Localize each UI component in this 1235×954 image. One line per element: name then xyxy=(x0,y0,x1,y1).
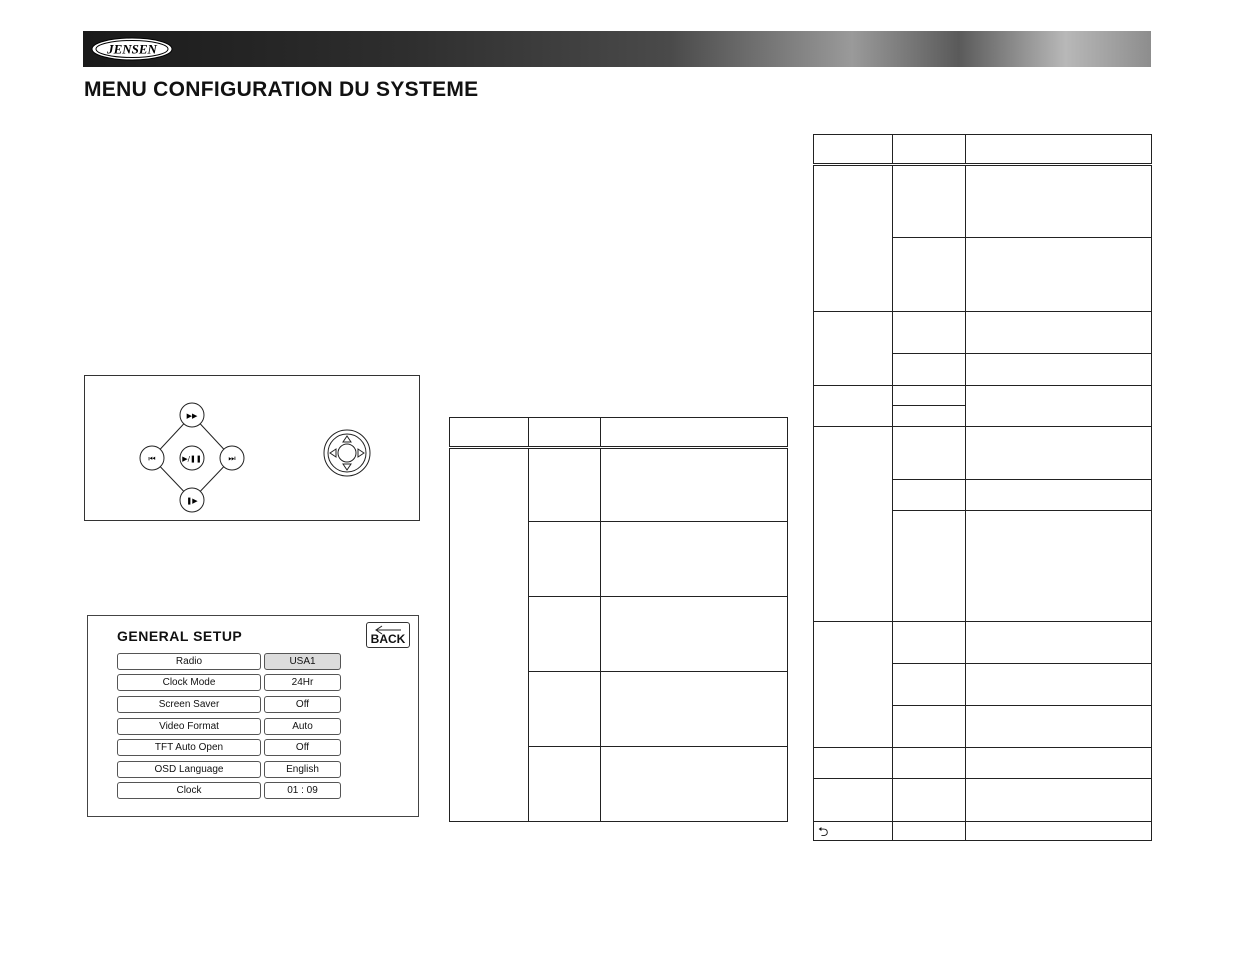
table-cell xyxy=(893,165,966,238)
table-cell xyxy=(814,748,893,779)
table-header-row xyxy=(814,135,1152,165)
table-cell xyxy=(893,664,966,706)
setup-label[interactable]: TFT Auto Open xyxy=(117,739,261,756)
table-row xyxy=(814,165,1152,238)
table-cell xyxy=(814,622,893,748)
table-cell xyxy=(966,748,1152,779)
table-cell xyxy=(893,748,966,779)
table-cell xyxy=(601,672,788,747)
setup-value[interactable]: Off xyxy=(264,739,341,756)
table-cell xyxy=(966,706,1152,748)
table-cell xyxy=(893,622,966,664)
back-button[interactable] xyxy=(366,622,410,648)
table-row xyxy=(814,312,1152,354)
table-cell xyxy=(814,135,893,165)
fast-forward-button[interactable] xyxy=(180,403,204,427)
setup-label[interactable]: Screen Saver xyxy=(117,696,261,713)
table-cell xyxy=(529,448,601,522)
table-row xyxy=(814,386,1152,406)
table-cell xyxy=(601,522,788,597)
table-cell xyxy=(966,238,1152,312)
table-cell xyxy=(966,664,1152,706)
table-cell xyxy=(893,354,966,386)
table-cell xyxy=(966,135,1152,165)
setup-value[interactable]: English xyxy=(264,761,341,778)
table-row xyxy=(814,427,1152,480)
table-cell xyxy=(893,706,966,748)
setup-value[interactable]: Off xyxy=(264,696,341,713)
setup-value[interactable]: 24Hr xyxy=(264,674,341,691)
header-bar xyxy=(83,31,1151,67)
table-cell xyxy=(893,312,966,354)
play-pause-icon: ▶/❚❚ xyxy=(182,455,202,463)
next-track-icon: ⏭ xyxy=(228,454,236,463)
table-cell xyxy=(966,622,1152,664)
table-cell xyxy=(529,747,601,822)
setup-title: GENERAL SETUP xyxy=(117,628,243,644)
table-cell xyxy=(893,511,966,622)
table-cell xyxy=(814,165,893,312)
table-cell xyxy=(450,448,529,822)
return-icon: ⮌ xyxy=(818,823,829,839)
table-cell xyxy=(893,427,966,480)
back-label: BACK xyxy=(370,632,406,646)
setup-label[interactable]: Radio xyxy=(117,653,261,670)
previous-track-icon: ⏮ xyxy=(148,454,156,463)
setup-label[interactable]: Clock Mode xyxy=(117,674,261,691)
slow-play-icon: ❚▶ xyxy=(186,497,198,505)
table-cell xyxy=(529,522,601,597)
table-cell xyxy=(893,406,966,427)
table-row xyxy=(814,779,1152,822)
table-header-row xyxy=(450,418,788,448)
setup-row-osd-language xyxy=(117,761,342,778)
table-cell xyxy=(601,747,788,822)
setup-value[interactable]: Auto xyxy=(264,718,341,735)
table-cell xyxy=(893,135,966,165)
table-cell xyxy=(529,418,601,448)
table-cell xyxy=(966,165,1152,238)
table-cell xyxy=(893,238,966,312)
table-cell xyxy=(814,312,893,386)
middle-settings-table xyxy=(449,417,788,822)
table-cell xyxy=(601,597,788,672)
table-cell xyxy=(893,386,966,406)
table-cell xyxy=(529,672,601,747)
table-cell xyxy=(893,822,966,841)
table-row xyxy=(450,448,788,522)
setup-label[interactable]: Video Format xyxy=(117,718,261,735)
table-cell xyxy=(966,480,1152,511)
table-cell xyxy=(529,597,601,672)
table-cell xyxy=(814,822,893,841)
previous-track-button[interactable] xyxy=(140,446,164,470)
setup-value[interactable]: 01 : 09 xyxy=(264,782,341,799)
table-cell xyxy=(814,427,893,622)
table-row xyxy=(814,748,1152,779)
table-cell xyxy=(966,354,1152,386)
table-cell xyxy=(814,779,893,822)
next-track-button[interactable] xyxy=(220,446,244,470)
table-cell xyxy=(601,448,788,522)
table-cell xyxy=(966,511,1152,622)
table-cell xyxy=(966,386,1152,427)
table-cell xyxy=(814,386,893,427)
right-settings-table xyxy=(813,134,1152,841)
jensen-logo xyxy=(91,37,173,61)
remote-diagram xyxy=(84,375,420,521)
play-pause-button[interactable] xyxy=(180,446,204,470)
table-cell xyxy=(966,312,1152,354)
table-row xyxy=(814,622,1152,664)
setup-row-clock-mode xyxy=(117,674,342,691)
fast-forward-icon: ▶▶ xyxy=(186,412,198,420)
logo-text: JENSEN xyxy=(107,41,157,57)
setup-row-video-format xyxy=(117,718,342,735)
setup-row-tft-auto-open xyxy=(117,739,342,756)
table-row xyxy=(814,822,1152,841)
joystick-icon xyxy=(324,430,370,476)
setup-row-radio xyxy=(117,653,342,670)
setup-label[interactable]: Clock xyxy=(117,782,261,799)
table-cell xyxy=(966,427,1152,480)
table-cell xyxy=(966,779,1152,822)
table-cell xyxy=(450,418,529,448)
general-setup-screen xyxy=(87,615,419,817)
table-cell xyxy=(893,480,966,511)
setup-label[interactable]: OSD Language xyxy=(117,761,261,778)
setup-value[interactable]: USA1 xyxy=(264,653,341,670)
table-cell xyxy=(601,418,788,448)
setup-row-clock xyxy=(117,782,342,799)
table-cell xyxy=(966,822,1152,841)
page-title: MENU CONFIGURATION DU SYSTEME xyxy=(84,78,479,101)
setup-row-screen-saver xyxy=(117,696,342,713)
slow-play-button[interactable] xyxy=(180,488,204,512)
table-cell xyxy=(893,779,966,822)
